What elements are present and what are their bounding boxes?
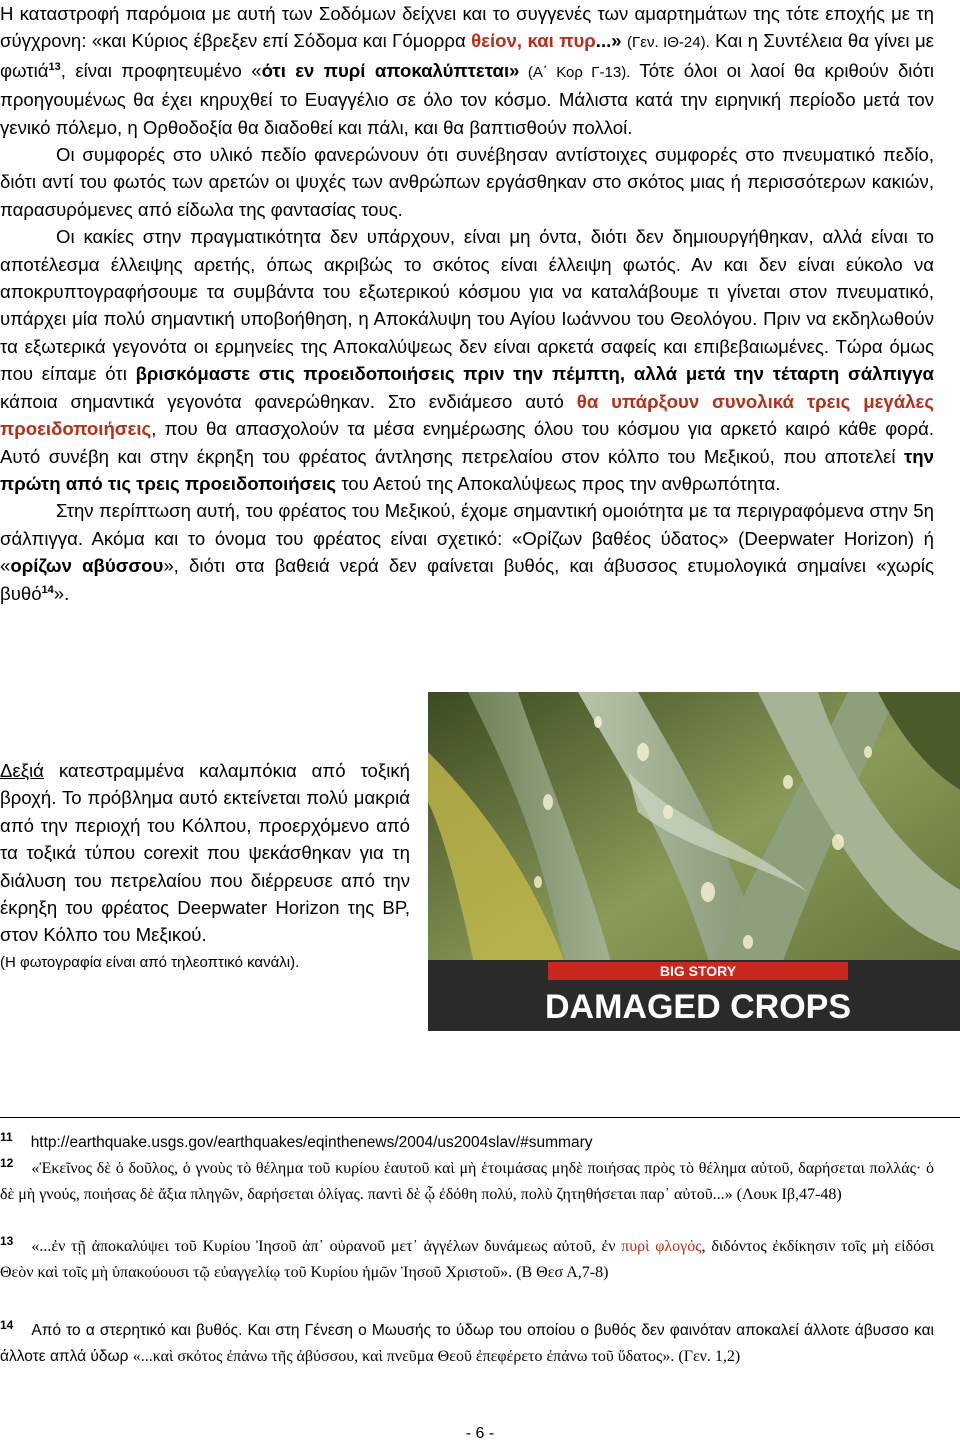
p4-text-2: », διότι στα βαθειά νερά δεν φαίνεται βυθός, και άβυσσος ετυμολογικά σημαίνει «χωρίς βυθό	[0, 555, 934, 604]
footnote-11	[0, 1130, 934, 1156]
p4-bold-abyss: ορίζων αβύσσου	[10, 555, 164, 577]
footnote-number-12: 12	[0, 1155, 14, 1170]
damaged-crops-photo	[428, 692, 960, 1031]
footnote-ref-14[interactable]: 14	[41, 583, 54, 596]
paragraph-2: Οι συμφορές στο υλικό πεδίο φανερώνουν ότι συνέβησαν αντίστοιχες συμφορές στο πνευματικό πεδίο, διότι αντί του φωτός των αρετών οι ψυχές των ανθρώπων εργάσθηκαν στο σκότος μιας ή περισσότερων κακιών, παρασυρόμενες από είδωλα της φαντασίας τους.	[0, 144, 934, 220]
caption-note: (Η φωτογραφία είναι από τηλεοπτικό κανάλι).	[0, 953, 300, 971]
footnote-number-14: 14	[0, 1317, 14, 1332]
p4-text-3: ».	[53, 582, 70, 604]
banner-small-text: BIG STORY	[659, 963, 737, 979]
page-number: - 6 -	[465, 1425, 495, 1442]
p1-ref-genesis: (Γεν. ΙΘ-24).	[627, 34, 710, 52]
paragraph-3	[0, 223, 934, 497]
footnote-number-11: 11	[0, 1129, 13, 1144]
p1-text-3: , είναι προφητευμένο «	[60, 59, 262, 81]
banner-large-text: DAMAGED CROPS	[544, 988, 852, 1026]
footnote-14-quote: «...καὶ σκότος ἐπάνω τῆς ἀβύσσου, καὶ πνεῦμα Θεοῦ ἐπεφέρετο ἐπάνω τοῦ ὕδατος». (Γεν. 1,2)	[132, 1348, 741, 1365]
caption-text: κατεστραμμένα καλαμπόκια από τοξική βροχή. Το πρόβλημα αυτό εκτείνεται πολύ μακριά από την περιοχή του Κόλπου, προερχόμενο από τα τοξικά τύπου corexit που ψεκάσθηκαν για τη διάλυση του πετρελαίου που διέρρευσε από την έκρηξη του φρέατος Deepwater Horizon της BP, στον Κόλπο του Μεξικού.	[0, 760, 410, 946]
p3-text-2: κάποια σημαντικά γεγονότα φανερώθηκαν. Στο ενδιάμεσο αυτό	[0, 390, 577, 412]
paragraph-4	[0, 497, 934, 607]
footnote-13	[0, 1234, 934, 1286]
corn-leaves-image	[428, 692, 960, 1031]
footnote-12-text: «Ἐκεῖνος δὲ ὁ δοῦλος, ὁ γνοὺς τὸ θέλημα τοῦ κυρίου ἑαυτοῦ καὶ μὴ ἑτοιμάσας μηδὲ ποιήσας πρὸς τὸ θέλημα αὐτοῦ, δαρήσεται πολλάς· ὁ δὲ μὴ γνούς, ποιήσας δὲ ἄξια πληγῶν, δαρήσεται ὀλίγας. παντὶ δὲ ᾧ ἐδόθη πολύ, πολὺ ζητηθήσεται παρ᾽ αὐτοῦ...» (Λουκ Ιβ,47-48)	[0, 1160, 934, 1203]
p3-bold-trumpet: βρισκόμαστε στις προειδοποιήσεις πριν την πέμπτη, αλλά μετά την τέταρτη σάλπιγγα	[135, 363, 934, 385]
p1-quote-end: ...»	[595, 30, 628, 52]
p1-text: Η καταστροφή παρόμοια με αυτή των Σοδόμων δείχνει και το συγγενές των αμαρτημάτων της τότε εποχής με τη σύγχρονη: «και Κύριος έβρεξεν επί Σόδομα και Γόμορρα	[0, 3, 934, 52]
p3-text-4: του Αετού της Αποκαλύψεως προς την ανθρωπότητα.	[336, 472, 781, 494]
p1-ref-cor: (Α΄ Κορ Γ-13).	[519, 63, 631, 81]
p3-highlight-warnings: θα υπάρξουν συνολικά τρεις μεγάλες προειδοποιήσεις	[0, 390, 934, 440]
p1-highlight-fire: θείον, και πυρ	[471, 30, 596, 52]
footnote-12	[0, 1156, 934, 1208]
footnote-14-text: Από το α στερητικό και βυθός. Και στη Γένεση ο Μωυσής το ύδωρ του οποίου ο βυθός δεν φαινόταν αποκαλεί άλλοτε άβυσσο και άλλοτε απλά ύδωρ	[0, 1322, 934, 1365]
footnote-14	[0, 1318, 934, 1370]
p3-text: Οι κακίες στην πραγματικότητα δεν υπάρχουν, είναι μη όντα, διότι δεν δημιουργήθηκαν, αλλά είναι το αποτέλεσμα έλλειψης αρετής, όπως ακριβώς το σκότος είναι έλλειψη φωτός. Αν και δεν είναι εύκολο να αποκρυπτογραφήσουμε τα συμβάντα του εξωτερικού κόσμου για να καταλάβουμε τι γίνεται στον πνευματικό, υπάρχει μία πολύ σημαντική υποβοήθηση, η Αποκάλυψη του Αγίου Ιωάννου του Θεολόγου. Πριν να εκδηλωθούν τα εξωτερικά γεγονότα οι ερμηνείες της Αποκαλύψεως δεν είναι αρκετά σαφείς και επιβεβαιωμένες. Τώρα όμως που είπαμε ότι	[0, 226, 934, 385]
p4-text: Στην περίπτωση αυτή, του φρέατος του Μεξικού, έχομε σημαντική ομοιότητα με τα περιγραφόμενα στην 5η σάλπιγγα. Ακόμα και το όνομα του φρέατος είναι σχετικό: «Ορίζων βαθέος ύδατος» (Deepwater Horizon) ή «	[0, 500, 934, 577]
p1-text-4: Τότε όλοι οι λαοί θα κριθούν διότι προηγουμένως θα έχει κηρυχθεί το Ευαγγέλιο σε όλο τον κόσμο. Μάλιστα κατά την ειρηνική περίοδο μετά τον γενικό πόλεμο, η Ορθοδοξία θα διαδοθεί και πάλι, και θα βαπτισθούν πολλοί.	[0, 59, 934, 138]
footnote-13-text: «...ἐν τῇ ἀποκαλύψει τοῦ Κυρίου Ἰησοῦ ἀπ᾽ οὐρανοῦ μετ᾽ ἀγγέλων δυνάμεως αὐτοῦ, ἐν	[31, 1238, 622, 1255]
footnote-separator	[0, 1117, 960, 1118]
footnote-ref-13[interactable]: 13	[48, 60, 61, 73]
photo-caption	[0, 757, 410, 976]
footnote-number-13: 13	[0, 1233, 14, 1248]
footnote-13-highlight: πυρὶ φλογός	[621, 1238, 702, 1255]
caption-right-label: Δεξιά	[0, 760, 44, 781]
paragraph-1	[0, 0, 934, 141]
p1-text-2: Και η Συντέλεια θα γίνει με φωτιά	[0, 30, 934, 81]
footnote-13-text-2: , διδόντος ἐκδίκησιν τοῖς μὴ εἰδόσι Θεὸν καὶ τοῖς μὴ ὑπακούουσι τῷ εὐαγγελίῳ τοῦ Κυρίου ἡμῶν Ἰησοῦ Χριστοῦ». (Β Θεσ Α,7-8)	[0, 1238, 934, 1281]
footnote-11-link[interactable]: http://earthquake.usgs.gov/earthquakes/eqinthenews/2004/us2004slav/#summary	[30, 1134, 593, 1151]
p3-bold-first: την πρώτη από τις τρεις προειδοποιήσεις	[0, 445, 934, 494]
p1-bold-quote: ότι εν πυρί αποκαλύπτεται»	[261, 59, 520, 81]
main-text	[0, 0, 934, 607]
p3-text-3: , που θα απασχολούν τα μέσα ενημέρωσης όλου του κόσμου για αρκετό καιρό κάθε φορά. Αυτό συνέβη και στην έκρηξη του φρέατος άντλησης πετρελαίου στον κόλπο του Μεξικού, που αποτελεί	[0, 418, 934, 467]
